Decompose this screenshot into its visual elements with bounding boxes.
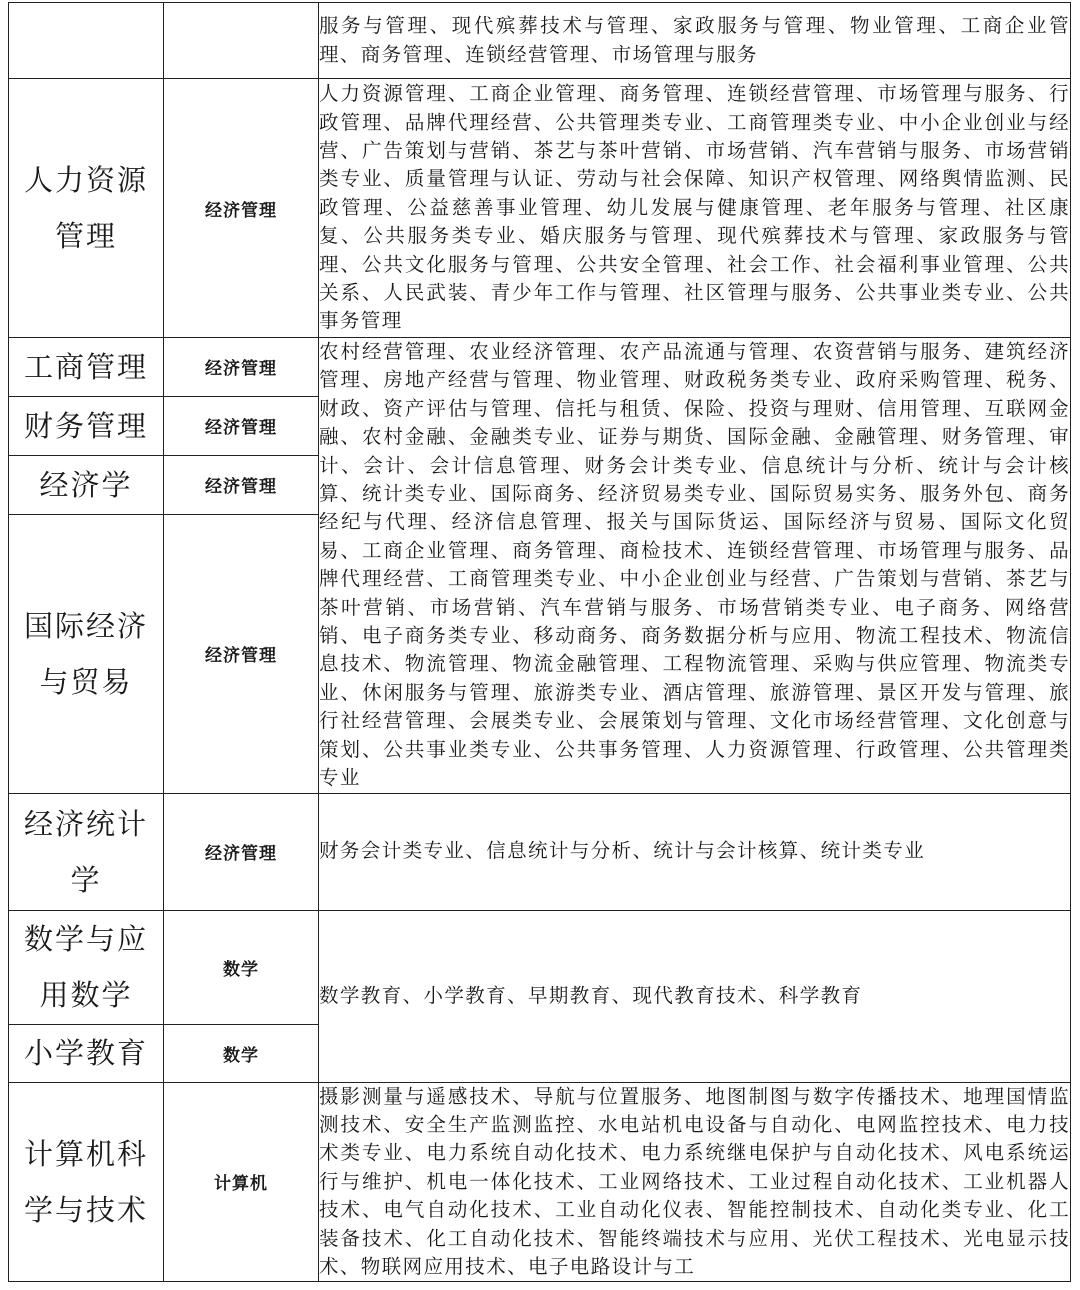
exam-subject: 经济管理 <box>164 793 319 910</box>
related-majors: 农村经营管理、农业经济管理、农产品流通与管理、农资营销与服务、建筑经济管理、房地产经营与管理、物业管理、财政税务类专业、政府采购管理、税务、财政、资产评估与管理、信托与租赁、保险、投资与理财、信用管理、互联网金融、农村金融、金融类专业、证券与期货、国际金融、金融管理、财务管理、审计、会计、会计信息管理、财务会计类专业、信息统计与分析、统计与会计核算、统计类专业、国际商务、经济贸易类专业、国际贸易实务、服务外包、商务经纪与代理、经济信息管理、报关与国际货运、国际经济与贸易、国际文化贸易、工商企业管理、商务管理、商检技术、连锁经营管理、市场管理与服务、品牌代理经营、工商管理类专业、中小企业创业与经营、广告策划与营销、茶艺与茶叶营销、市场营销、汽车营销与服务、市场营销类专业、电子商务、网络营销、电子商务类专业、移动商务、商务数据分析与应用、物流工程技术、物流信息技术、物流管理、物流金融管理、工程物流管理、采购与供应管理、物流类专业、休闲服务与管理、旅游类专业、酒店管理、旅游管理、景区开发与管理、旅行社经营管理、会展类专业、会展策划与管理、文化市场经营管理、文化创意与策划、公共事业类专业、公共事务管理、人力资源管理、行政管理、公共管理类专业 <box>319 338 1071 794</box>
major-name: 小学教育 <box>9 1024 164 1082</box>
major-name: 人力资源管理 <box>9 79 164 338</box>
related-majors: 人力资源管理、工商企业管理、商务管理、连锁经营管理、市场管理与服务、行政管理、品牌代理经营、公共管理类专业、工商管理类专业、中小企业创业与经营、广告策划与营销、茶艺与茶叶营销、市场营销、汽车营销与服务、市场营销类专业、质量管理与认证、劳动与社会保障、知识产权管理、网络舆情监测、民政管理、公益慈善事业管理、幼儿发展与健康管理、老年服务与管理、社区康复、公共服务类专业、婚庆服务与管理、现代殡葬技术与管理、家政服务与管理、公共文化服务与管理、公共安全管理、社会工作、社会福利事业管理、公共关系、人民武装、青少年工作与管理、社区管理与服务、公共事业类专业、公共事务管理 <box>319 79 1071 338</box>
major-name: 计算机科学与技术 <box>9 1082 164 1282</box>
related-majors: 服务与管理、现代殡葬技术与管理、家政服务与管理、物业管理、工商企业管理、商务管理、连锁经营管理、市场管理与服务 <box>319 3 1071 79</box>
exam-subject: 经济管理 <box>164 514 319 793</box>
major-name: 经济统计学 <box>9 793 164 910</box>
exam-subject: 经济管理 <box>164 455 319 514</box>
exam-subject: 经济管理 <box>164 338 319 397</box>
table-row <box>9 3 1071 79</box>
table-row <box>9 79 1071 338</box>
major-mapping-table <box>8 2 1071 1282</box>
exam-subject: 数学 <box>164 1024 319 1082</box>
exam-subject: 计算机 <box>164 1082 319 1282</box>
major-name <box>9 24 37 58</box>
major-name: 工商管理 <box>9 338 164 397</box>
related-majors: 数学教育、小学教育、早期教育、现代教育技术、科学教育 <box>319 910 1071 1082</box>
major-name: 数学与应用数学 <box>9 910 164 1024</box>
exam-subject: 数学 <box>164 910 319 1024</box>
exam-subject: 经济管理 <box>164 396 319 455</box>
table-row <box>9 793 1071 910</box>
major-cell <box>9 3 164 79</box>
major-name: 经济学 <box>9 455 164 514</box>
major-name: 财务管理 <box>9 396 164 455</box>
exam-subject: 经济管理 <box>164 79 319 338</box>
subject-cell <box>164 3 319 79</box>
table-row <box>9 910 1071 1024</box>
table-row <box>9 1082 1071 1282</box>
major-name: 国际经济与贸易 <box>9 514 164 793</box>
related-majors: 财务会计类专业、信息统计与分析、统计与会计核算、统计类专业 <box>319 793 1071 910</box>
table-row <box>9 338 1071 397</box>
related-majors: 摄影测量与遥感技术、导航与位置服务、地图制图与数字传播技术、地理国情监测技术、安全生产监测监控、水电站机电设备与自动化、电网监控技术、电力技术类专业、电力系统自动化技术、电力系统继电保护与自动化技术、风电系统运行与维护、机电一体化技术、工业网络技术、工业过程自动化技术、工业机器人技术、电气自动化技术、工业自动化仪表、智能控制技术、自动化类专业、化工装备技术、化工自动化技术、智能终端技术与应用、光伏工程技术、光电显示技术、物联网应用技术、电子电路设计与工 <box>319 1082 1071 1282</box>
